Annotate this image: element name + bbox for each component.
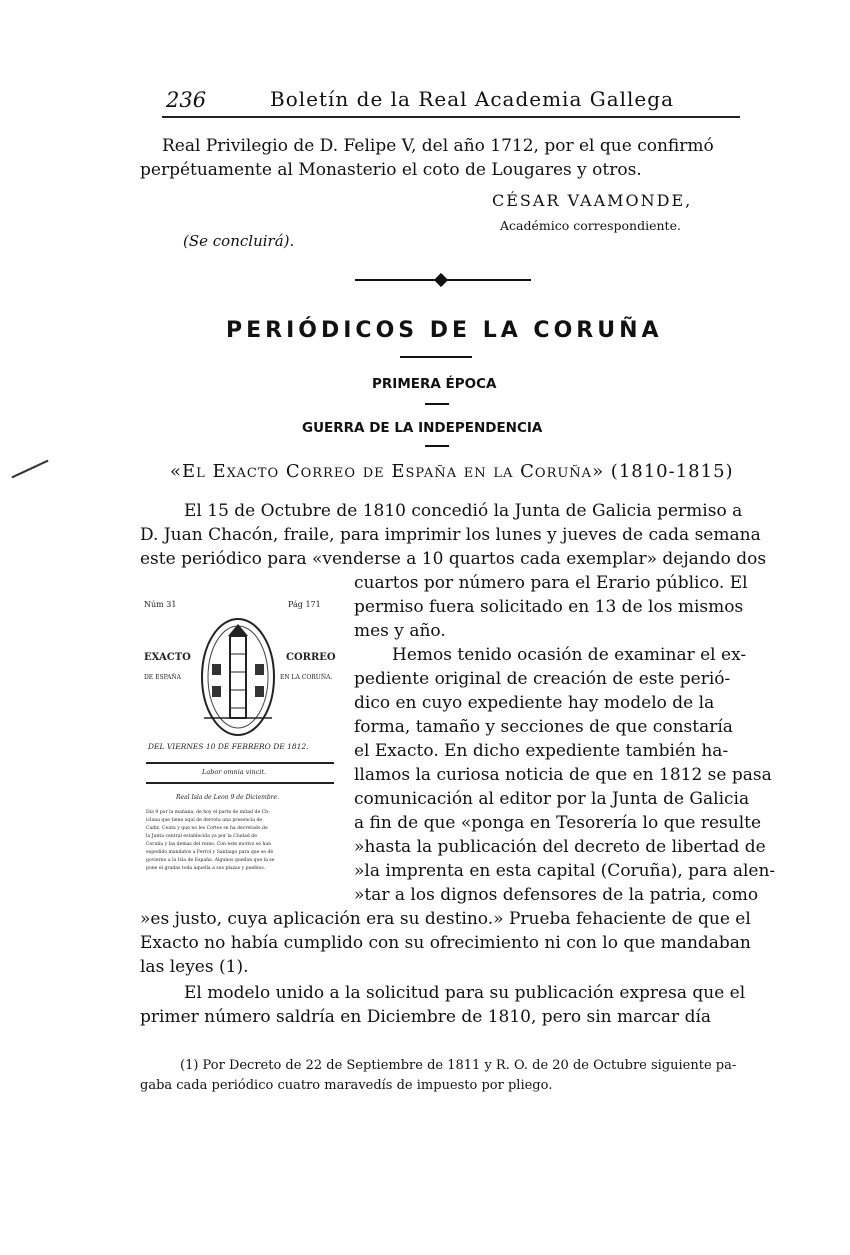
heading-rule [400,356,472,358]
paragraph-line: dico en cuyo expediente hay modelo de la [354,693,715,713]
paragraph-line: primer número saldría en Diciembre de 1810, pero sin marcar día [140,1007,712,1027]
facsimile-rule [146,762,334,764]
intro-line: Real Privilegio de D. Felipe V, del año 1712, por el que confirmó [162,136,714,156]
facsimile-body-line: la Junta central establecida ya por la Ciudad de [146,834,257,839]
paragraph-line: D. Juan Chacón, fraile, para imprimir los lunes y jueves de cada semana [140,525,761,545]
author-role: Académico correspondiente. [500,218,681,233]
paragraph-line: »hasta la publicación del decreto de libertad de [354,837,766,857]
newspaper-facsimile [140,596,336,886]
facsimile-page: Pág 171 [288,600,321,609]
facsimile-body-line: iclana que tiene aquí de derrota una presencia de [146,818,263,823]
facsimile-body-line: pone el gradas toda aquella a sus plazas y pueblos. [146,866,266,871]
paragraph-line: comunicación al editor por la Junta de Galicia [354,789,750,809]
subsection-title: PRIMERA ÉPOCA [372,376,497,392]
facsimile-rule [146,782,334,784]
paragraph-line: Hemos tenido ocasión de examinar el ex- [392,645,747,665]
facsimile-subtitle-left: DE ESPAÑA [144,674,181,681]
author-signature: CÉSAR VAAMONDE, [492,191,693,210]
intro-line: perpétuamente al Monasterio el coto de Lougares y otros. [140,160,642,180]
footnote-line: gaba cada periódico cuatro maravedís de impuesto por pliego. [140,1078,553,1093]
paragraph-line: permiso fuera solicitado en 13 de los mismos [354,597,744,617]
paragraph-line: »es justo, cuya aplicación era su destino.» Prueba fehaciente de que el [140,909,751,929]
facsimile-body-line: Dia 9 por la mañana, de hoy el parte de mitad de Ch- [146,810,270,815]
facsimile-subtitle-right: EN LA CORUÑA. [280,674,333,681]
facsimile-title-right: CORREO [286,652,336,663]
paragraph-line: Exacto no había cumplido con su ofrecimiento ni con lo que mandaban [140,933,751,953]
running-title: Boletín de la Real Academia Gallega [270,87,674,111]
paragraph-line: El 15 de Octubre de 1810 concedió la Junta de Galicia permiso a [184,501,743,521]
paragraph-line: »tar a los dignos defensores de la patria, como [354,885,759,905]
paragraph-line: pediente original de creación de este perió- [354,669,731,689]
facsimile-number: Núm 31 [144,600,177,609]
paragraph-line: este periódico para «venderse a 10 quartos cada exemplar» dejando dos [140,549,767,569]
heading-rule [425,403,449,405]
page-number: 236 [166,88,207,112]
to-be-continued-note: (Se concluirá). [183,232,295,250]
paragraph-line: a fin de que «ponga en Tesorería lo que resulte [354,813,762,833]
ornament-diamond [434,273,448,287]
lighthouse-emblem-icon [198,614,278,740]
facsimile-date: DEL VIERNES 10 DE FEBRERO DE 1812. [148,742,309,751]
header-divider [162,116,740,118]
margin-pencil-mark [11,460,48,479]
facsimile-motto: Labor omnia vincit. [202,768,267,776]
subsection-title: GUERRA DE LA INDEPENDENCIA [302,420,543,436]
article-title: «El Exacto Correo de España en la Coruña» (1810-1815) [170,461,734,482]
paragraph-line: El modelo unido a la solicitud para su publicación expresa que el [184,983,746,1003]
facsimile-body-line: govierno a la Isla de España. Algunos quedan que la se [146,858,275,863]
heading-rule [425,445,449,447]
section-title: PERIÓDICOS DE LA CORUÑA [226,318,663,343]
facsimile-heading: Real Isla de Leon 9 de Diciembre. [176,794,279,801]
paragraph-line: el Exacto. En dicho expediente también ha- [354,741,729,761]
facsimile-title-left: EXACTO [144,652,191,663]
paragraph-line: mes y año. [354,621,446,641]
footnote-line: (1) Por Decreto de 22 de Septiembre de 1811 y R. O. de 20 de Octubre siguiente pa- [180,1058,737,1073]
facsimile-body-line: expedido mandatos a Ferrol y Santiago para que se dé [146,850,274,855]
paragraph-line: forma, tamaño y secciones de que constaría [354,717,733,737]
facsimile-body-line: Coruña y las demas del reino. Con este motivo se han [146,842,272,847]
paragraph-line: las leyes (1). [140,957,249,977]
facsimile-body-line: Cadiz, Ceuta y que no les Cortes se ha decretado de [146,826,268,831]
running-header [140,84,740,116]
paragraph-line: llamos la curiosa noticia de que en 1812 se pasa [354,765,772,785]
paragraph-line: cuartos por número para el Erario público. El [354,573,748,593]
paragraph-line: »la imprenta en esta capital (Coruña), para alen- [354,861,776,881]
